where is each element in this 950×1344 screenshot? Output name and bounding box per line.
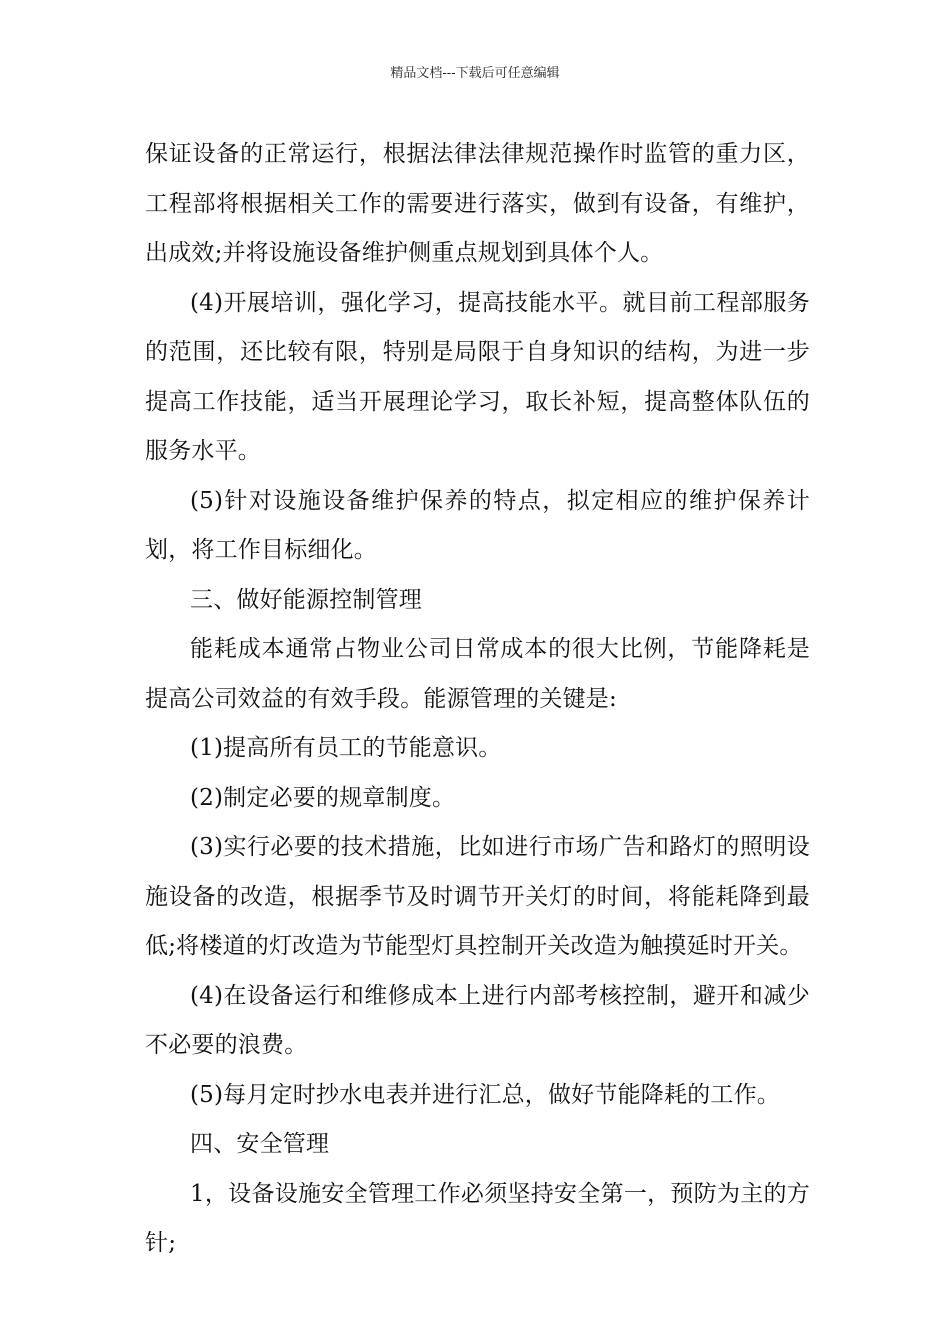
paragraph: 能耗成本通常占物业公司日常成本的很大比例，节能降耗是提高公司效益的有效手段。能源管理的关键是: [145,636,810,712]
list-item: (5)每月定时抄水电表并进行汇总，做好节能降耗的工作。 [190,1081,780,1108]
paragraph: (4)开展培训，强化学习，提高技能水平。就目前工程部服务的范围，还比较有限，特别是局限于自身知识的结构，为进一步提高工作技能，适当开展理论学习，取长补短，提高整体队伍的服务水平。 [145,289,810,464]
paragraph: 保证设备的正常运行，根据法律法律规范操作时监管的重力区，工程部将根据相关工作的需要进行落实，做到有设备，有维护，出成效;并将设施设备维护侧重点规划到具体个人。 [145,141,810,266]
document-body [145,130,810,1269]
list-item: (1)提高所有员工的节能意识。 [190,735,502,761]
list-item: (4)在设备运行和维修成本上进行内部考核控制，避开和减少不必要的浪费。 [145,982,810,1058]
list-item: 1，设备设施安全管理工作必须坚持安全第一，预防为主的方针; [145,1180,810,1256]
list-item: (2)制定必要的规章制度。 [190,784,456,811]
section-heading: 三、做好能源控制管理 [190,586,422,613]
paragraph: (5)针对设施设备维护保养的特点，拟定相应的维护保养计划，将工作目标细化。 [145,487,810,563]
section-heading: 四、安全管理 [190,1131,330,1157]
page-header: 精品文档---下载后可任意编辑 [390,66,560,81]
list-item: (3)实行必要的技术措施，比如进行市场广告和路灯的照明设施设备的改造，根据季节及时调节开关灯的时间，将能耗降到最低;将楼道的灯改造为节能型灯具控制开关改造为触摸延时开关。 [145,834,810,959]
